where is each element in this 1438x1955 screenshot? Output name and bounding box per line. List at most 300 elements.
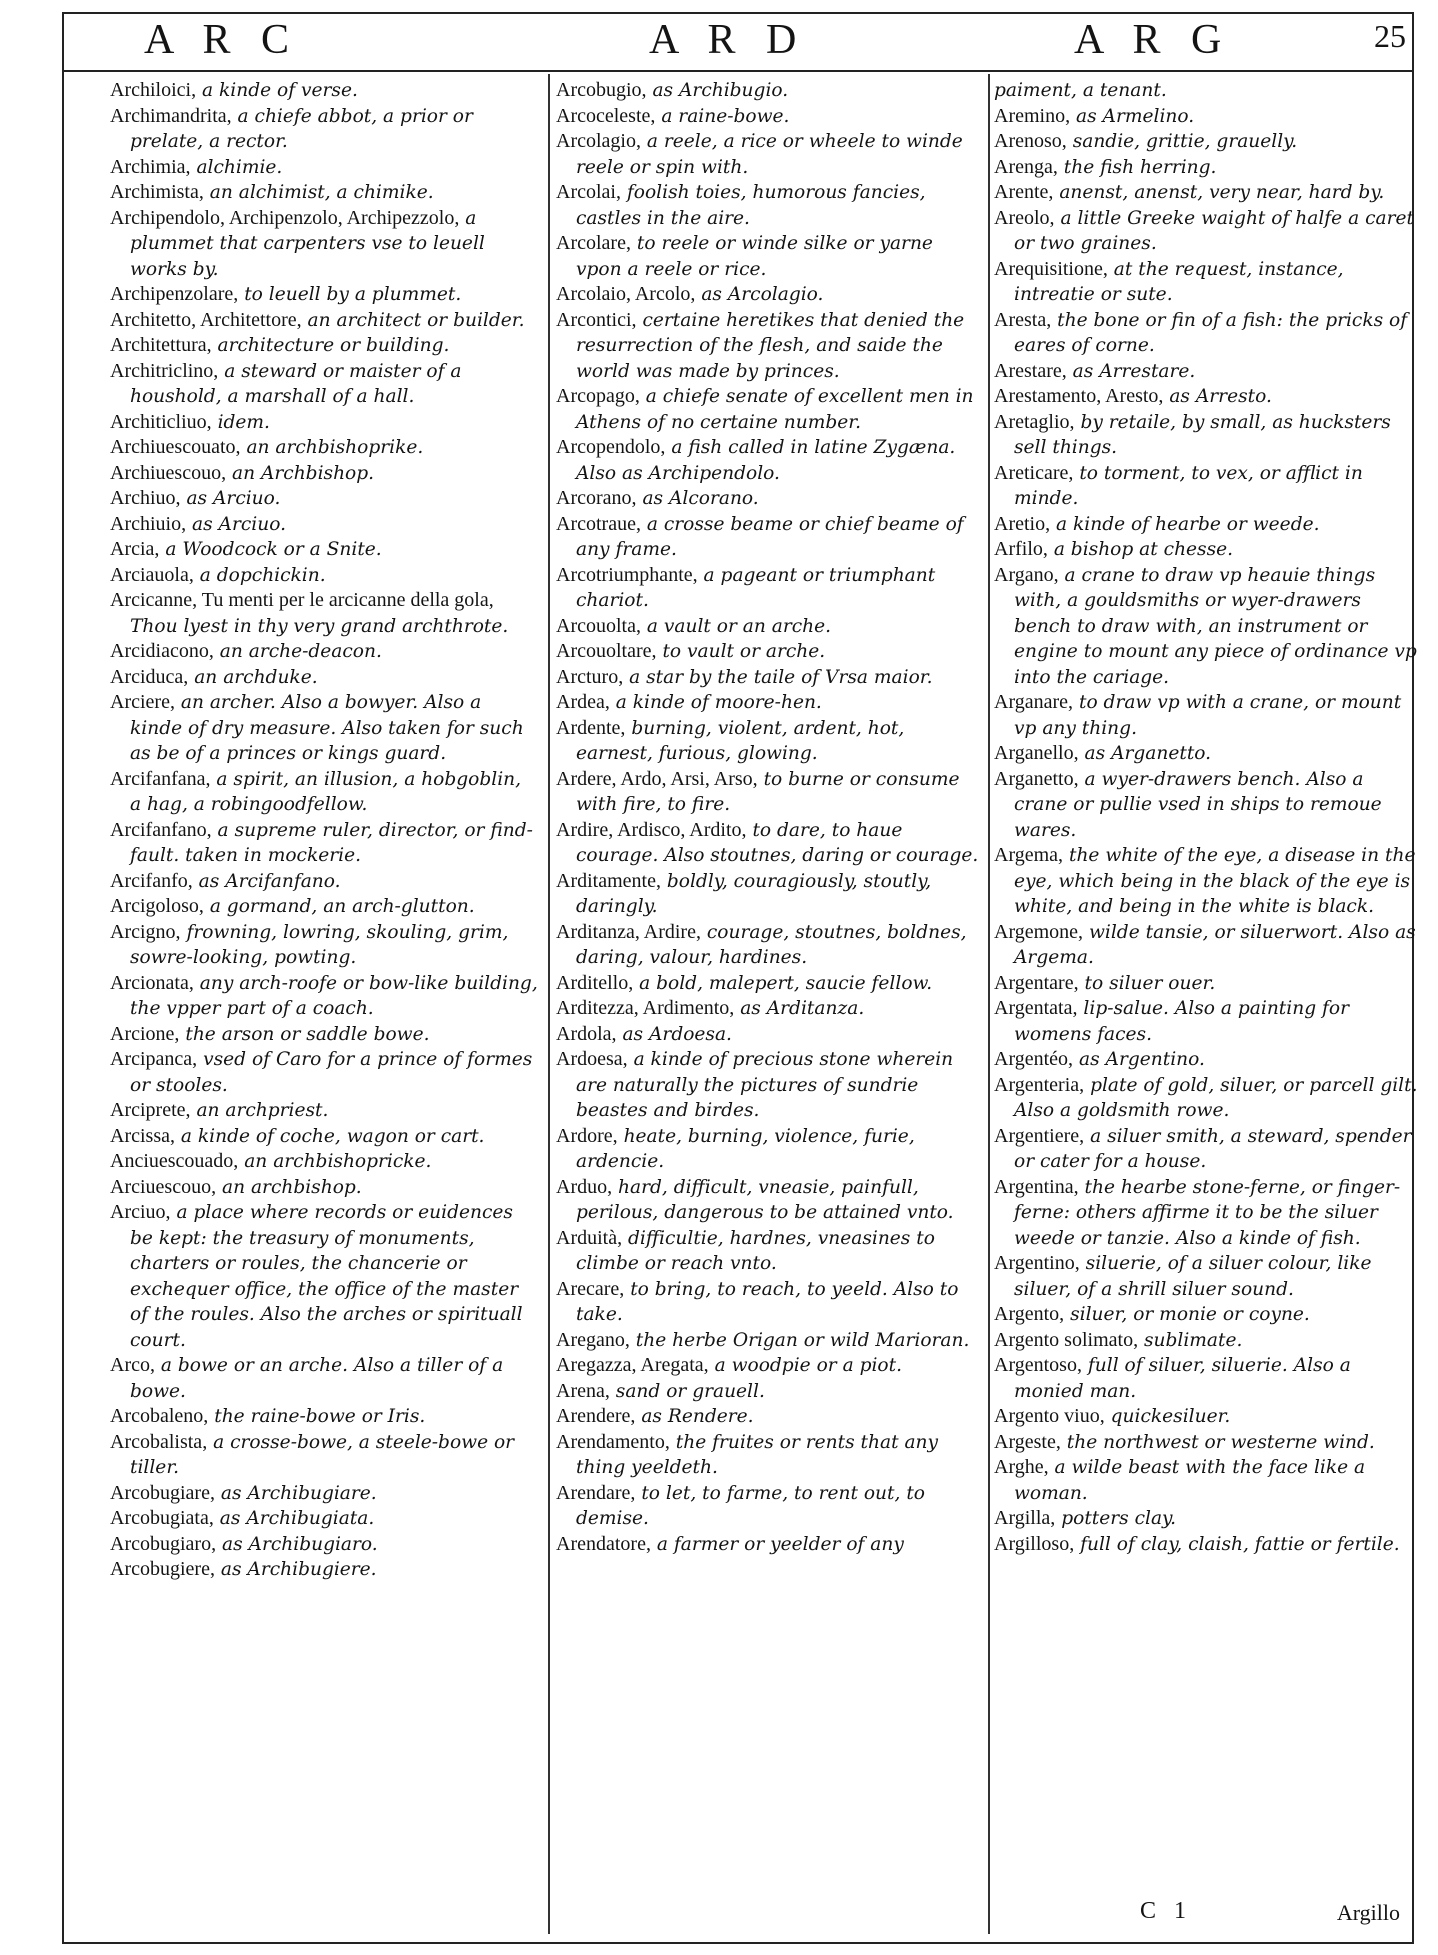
headword: Arditello, (556, 971, 634, 994)
dictionary-entry (556, 1047, 984, 1124)
dictionary-entry (556, 486, 984, 512)
dictionary-entry (556, 384, 984, 435)
definition: by retaile, by small, as hucksters sell things. (1014, 411, 1391, 458)
definition: wilde tansie, or siluerwort. Also as Argema. (1014, 921, 1416, 968)
dictionary-entry (556, 1353, 984, 1379)
definition: an archpriest. (196, 1100, 329, 1121)
definition: full of clay, claish, fattie or fertile. (1080, 1533, 1400, 1555)
definition: hard, difficult, vneasie, painfull, perilous, dangerous to be attained vnto. (576, 1176, 954, 1223)
dictionary-entry (994, 410, 1422, 461)
headword: Arena, (556, 1379, 610, 1402)
definition: the fish herring. (1063, 156, 1217, 178)
headword: Argilla, (994, 1507, 1056, 1529)
definition: any arch-roofe or bow-like building, the vpper part of a coach. (130, 972, 538, 1019)
definition: to siluer ouer. (1084, 972, 1216, 994)
headword: Architriclino, (110, 359, 219, 382)
page-number: 25 (1374, 18, 1406, 54)
headword: Arcione, (110, 1022, 180, 1045)
definition: sublimate. (1143, 1329, 1243, 1351)
dictionary-entry (556, 180, 984, 231)
dictionary-entry (110, 1022, 538, 1048)
definition: a crosse-bowe, a steele-bowe or tiller. (130, 1431, 515, 1478)
dictionary-entry (110, 282, 538, 308)
definition: the white of the eye, a disease in the eye, which being in the black of the eye is white, and being in the white is black. (1014, 845, 1416, 917)
dictionary-entry (556, 1175, 984, 1226)
dictionary-entry (556, 690, 984, 716)
dictionary-entry (994, 1251, 1422, 1302)
headword: Arciuescouo, (110, 1175, 217, 1198)
definition: as Arrestare. (1072, 360, 1196, 382)
dictionary-entry (110, 537, 538, 563)
definition: a spirit, an illusion, a hobgoblin, a hag, a robingoodfellow. (130, 768, 522, 815)
dictionary-entry (994, 1532, 1422, 1558)
definition: Thou lyest in thy very grand archthrote. (130, 615, 509, 637)
definition: a chiefe senate of excellent men in Athens of no certaine number. (576, 386, 974, 433)
headword: Arcotriumphante, (556, 563, 698, 586)
dictionary-entry (556, 1022, 984, 1048)
dictionary-entry (994, 155, 1422, 181)
definition: a pageant or triumphant chariot. (576, 564, 936, 611)
headword: Archipenzolare, (110, 283, 239, 305)
headword: Arcipanca, (110, 1048, 198, 1070)
definition: a chiefe abbot, a prior or prelate, a rector. (130, 105, 473, 152)
definition: idem. (217, 411, 270, 433)
dictionary-entry (994, 1047, 1422, 1073)
dictionary-entry (994, 1353, 1422, 1404)
headword: Arduità, (556, 1226, 623, 1249)
dictionary-entry (994, 690, 1422, 741)
headword: Argentino, (994, 1252, 1080, 1274)
signature-mark: C 1 (1140, 1898, 1193, 1924)
headword: Architetto, Architettore, (110, 308, 302, 331)
definition: as Argentino. (1078, 1049, 1205, 1070)
dictionary-entry (994, 741, 1422, 767)
headword: Arequisitione, (994, 257, 1108, 280)
headword: Arghe, (994, 1456, 1049, 1478)
dictionary-entry (110, 308, 538, 334)
dictionary-entry (556, 563, 984, 614)
definition: a bowe or an arche. Also a tiller of a bowe. (130, 1355, 504, 1402)
headword: Arcigoloso, (110, 895, 204, 917)
dictionary-entry (994, 920, 1422, 971)
headword: Arcolare, (556, 232, 631, 254)
dictionary-entry (110, 894, 538, 920)
dictionary-entry (110, 665, 538, 691)
headword: Arcturo, (556, 665, 624, 688)
dictionary-entry (110, 1481, 538, 1507)
dictionary-entry (110, 588, 538, 639)
column-2 (556, 78, 984, 1928)
dictionary-entry (110, 1557, 538, 1583)
definition: a wilde beast with the face like a woman. (1014, 1457, 1366, 1504)
dictionary-entry (556, 665, 984, 691)
headword: Arditanza, Ardire, (556, 920, 701, 943)
dictionary-entry (110, 767, 538, 818)
dictionary-entry (110, 78, 538, 104)
headword: Archiuescouato, (110, 436, 241, 458)
dictionary-entry (556, 996, 984, 1022)
definition: alchimie. (196, 156, 283, 178)
headword: Arenga, (994, 155, 1058, 178)
dictionary-entry (556, 1532, 984, 1558)
dictionary-entry (556, 1379, 984, 1405)
dictionary-entry (994, 359, 1422, 385)
headword: Ardoesa, (556, 1048, 628, 1070)
definition: an alchimist, a chimike. (209, 182, 434, 203)
headword: Arcobugiata, (110, 1507, 214, 1529)
dictionary-entry (110, 971, 538, 1022)
headword: Ardire, Ardisco, Ardito, (556, 818, 747, 841)
dictionary-entry (994, 767, 1422, 844)
dictionary-entry (994, 1073, 1422, 1124)
definition: the bone or fin of a fish: the pricks of eares of corne. (1014, 309, 1408, 356)
definition: as Archibugiare. (220, 1482, 377, 1504)
headword: Argentéo, (994, 1048, 1074, 1070)
definition: the northwest or westerne wind. (1066, 1431, 1375, 1453)
dictionary-entry (110, 563, 538, 589)
headword: Arestamento, Aresto, (994, 385, 1164, 407)
definition: a bold, malepert, saucie fellow. (639, 972, 933, 994)
definition: to vault or arche. (662, 641, 826, 662)
headword: Argentata, (994, 997, 1078, 1019)
dictionary-entry (110, 1047, 538, 1098)
definition: a place where records or euidences be kept: the treasury of monuments, charters or roules, the chancerie or exchequer office, the office of the master of the roules. Also the arches or spirituall court. (130, 1202, 523, 1351)
dictionary-entry (556, 1481, 984, 1532)
headword: Arcionata, (110, 971, 194, 994)
headword: Arco, (110, 1354, 155, 1376)
definition: a vault or an arche. (646, 615, 832, 637)
headword: Archiloici, (110, 79, 197, 101)
dictionary-entry (994, 461, 1422, 512)
headword: Argentina, (994, 1175, 1079, 1198)
dictionary-entry (556, 231, 984, 282)
dictionary-entry (556, 971, 984, 997)
definition: boldly, couragiously, stoutly, daringly. (576, 870, 932, 917)
headword: Arcifanfo, (110, 869, 193, 892)
definition: as Archibugiata. (219, 1508, 375, 1529)
headword: Archiuo, (110, 487, 181, 509)
headword: Arenoso, (994, 130, 1067, 152)
definition: quickesiluer. (1110, 1406, 1231, 1427)
definition: a bishop at chesse. (1053, 539, 1234, 560)
definition: an archbishopricke. (244, 1151, 432, 1172)
headword: Anciuescouado, (110, 1150, 239, 1172)
definition: to leuell by a plummet. (244, 284, 462, 305)
definition: a steward or maister of a houshold, a marshall of a hall. (130, 360, 462, 407)
page-footer (1122, 1898, 1412, 1934)
definition: a gormand, an arch-glutton. (209, 896, 475, 917)
dictionary-entry (994, 537, 1422, 563)
headword: Architicliuo, (110, 410, 212, 433)
headword: Arcolagio, (556, 130, 641, 152)
dictionary-entry (110, 1149, 538, 1175)
headword: Arganare, (994, 691, 1074, 713)
dictionary-entry (556, 614, 984, 640)
definition: a kinde of verse. (202, 80, 358, 101)
definition: full of siluer, siluerie. Also a monied man. (1014, 1355, 1351, 1402)
definition: burning, violent, ardent, hot, earnest, furious, glowing. (576, 717, 905, 764)
definition: to draw vp with a crane, or mount vp any thing. (1014, 692, 1402, 739)
headword: Arcobalista, (110, 1430, 208, 1453)
headword: Ardore, (556, 1124, 618, 1147)
dictionary-entry (110, 180, 538, 206)
catchword: Argillo (1336, 1900, 1400, 1925)
headword: Argento, (994, 1303, 1065, 1325)
dictionary-entry (556, 639, 984, 665)
headword: Argentoso, (994, 1354, 1082, 1376)
definition: an archer. Also a bowyer. Also a kinde of dry measure. Also taken for such as be of a princes or kings guard. (130, 692, 524, 764)
headword: Arganello, (994, 742, 1079, 764)
headword: Arendare, (556, 1481, 636, 1504)
header-center: A R D (649, 17, 807, 63)
dictionary-entry (994, 1455, 1422, 1506)
definition: the fruites or rents that any thing yeeldeth. (576, 1431, 939, 1478)
dictionary-entry (994, 996, 1422, 1047)
definition: heate, burning, violence, furie, ardencie. (576, 1125, 915, 1172)
headword: Arciere, (110, 691, 175, 713)
headword: Areticare, (994, 461, 1074, 484)
dictionary-entry (994, 257, 1422, 308)
headword: Aremino, (994, 104, 1071, 127)
headword: Arendatore, (556, 1532, 651, 1555)
dictionary-entry (110, 639, 538, 665)
headword: Arganetto, (994, 767, 1079, 790)
headword: Arcissa, (110, 1124, 175, 1147)
definition: as Alcorano. (642, 488, 759, 509)
column-3 (994, 78, 1422, 1928)
dictionary-entry (556, 920, 984, 971)
definition: a reele, a rice or wheele to winde reele or spin with. (576, 131, 963, 178)
header-left: A R C (144, 17, 300, 63)
definition: the herbe Origan or wild Marioran. (635, 1329, 970, 1351)
dictionary-entry (994, 1328, 1422, 1354)
headword: Aregano, (556, 1328, 630, 1351)
dictionary-entry (110, 333, 538, 359)
headword: Argeste, (994, 1430, 1061, 1453)
definition: siluer, or monie or coyne. (1070, 1304, 1310, 1325)
dictionary-entry (110, 359, 538, 410)
definition: an archbishoprike. (246, 437, 424, 458)
dictionary-entry (994, 180, 1422, 206)
headword: Arecare, (556, 1277, 625, 1300)
definition: a woodpie or a piot. (714, 1355, 902, 1376)
running-header (64, 14, 1412, 74)
headword: Arditamente, (556, 869, 661, 892)
headword: Ardere, Ardo, Arsi, Arso, (556, 767, 758, 790)
dictionary-entry (110, 1404, 538, 1430)
definition: a star by the taile of Vrsa maior. (629, 666, 933, 688)
definition: paiment, a tenant. (994, 80, 1167, 101)
definition: a supreme ruler, director, or find-fault. taken in mockerie. (130, 819, 533, 866)
definition: the raine-bowe or Iris. (214, 1406, 426, 1427)
headword: Arciuo, (110, 1201, 171, 1223)
dictionary-entry (110, 461, 538, 487)
definition: to torment, to vex, or afflict in minde. (1014, 462, 1363, 509)
definition: at the request, instance, intreatie or sute. (1014, 258, 1344, 305)
headword: Archiuio, (110, 512, 187, 535)
definition: as Arresto. (1169, 386, 1272, 407)
dictionary-entry (110, 1532, 538, 1558)
dictionary-entry (556, 716, 984, 767)
dictionary-entry (110, 690, 538, 767)
definition: a wyer-drawers bench. Also a crane or pullie vsed in ships to remoue wares. (1014, 768, 1382, 841)
definition: as Arganetto. (1084, 743, 1212, 764)
definition: as Arciuo. (192, 513, 286, 535)
dictionary-entry (994, 1506, 1422, 1532)
definition: plate of gold, siluer, or parcell gilt. Also a goldsmith rowe. (1014, 1074, 1418, 1121)
dictionary-entry (556, 78, 984, 104)
dictionary-entry (994, 512, 1422, 538)
headword: Arcopendolo, (556, 436, 666, 458)
definition: an arche-deacon. (219, 641, 382, 662)
definition: vsed of Caro for a prince of formes or stooles. (130, 1049, 533, 1096)
dictionary-entry (556, 1277, 984, 1328)
column-rule-2 (988, 74, 990, 1934)
definition: a kinde of coche, wagon or cart. (180, 1125, 485, 1147)
dictionary-entry (110, 104, 538, 155)
headword: Arcigno, (110, 920, 181, 943)
definition: foolish toies, humorous fancies, castles in the aire. (576, 182, 926, 229)
definition: an Archbishop. (232, 462, 375, 484)
header-rule (64, 70, 1412, 72)
dictionary-entry (994, 1175, 1422, 1252)
headword: Arcobugiere, (110, 1558, 215, 1580)
headword: Arendere, (556, 1405, 636, 1427)
dictionary-entry (110, 206, 538, 283)
headword: Arcia, (110, 538, 160, 560)
column-1 (110, 78, 538, 1928)
headword: Argano, (994, 563, 1059, 586)
headword: Arcifanfano, (110, 818, 212, 841)
column-rule-1 (548, 74, 550, 1934)
dictionary-entry (110, 410, 538, 436)
definition: as Arditanza. (740, 998, 865, 1019)
definition: potters clay. (1061, 1508, 1176, 1529)
dictionary-entry (994, 384, 1422, 410)
dictionary-entry (556, 869, 984, 920)
dictionary-entry (556, 1124, 984, 1175)
dictionary-entry (110, 155, 538, 181)
headword: Arcontici, (556, 308, 637, 331)
definition: as Ardoesa. (622, 1023, 732, 1045)
dictionary-entry (556, 129, 984, 180)
headword: Arfilo, (994, 538, 1048, 560)
definition: a kinde of moore-hen. (615, 692, 822, 713)
dictionary-entry (110, 1175, 538, 1201)
headword: Ardola, (556, 1022, 617, 1045)
headword: Architettura, (110, 334, 212, 356)
definition: frowning, lowring, skouling, grim, sowre-looking, powting. (130, 921, 509, 968)
headword: Argemone, (994, 920, 1084, 943)
headword: Arcobaleno, (110, 1405, 209, 1427)
headword: Arcouoltare, (556, 640, 657, 662)
headword: Aregazza, Aregata, (556, 1354, 709, 1376)
headword: Archimandrita, (110, 104, 232, 127)
dictionary-entry (110, 1200, 538, 1353)
dictionary-entry (994, 971, 1422, 997)
dictionary-entry (556, 767, 984, 818)
dictionary-entry (110, 1506, 538, 1532)
headword: Aretaglio, (994, 410, 1075, 433)
definition: courage, stoutnes, boldnes, daring, valour, hardines. (576, 921, 967, 968)
definition: a plummet that carpenters vse to leuell works by. (130, 207, 485, 280)
headword: Arciprete, (110, 1099, 191, 1121)
definition: as Arcolagio. (701, 284, 824, 305)
headword: Aresta, (994, 308, 1052, 331)
dictionary-entry (994, 78, 1422, 104)
headword: Arestare, (994, 359, 1067, 382)
headword: Archipendolo, Archipenzolo, Archipezzolo, (110, 206, 460, 229)
definition: a farmer or yeelder of any (656, 1533, 904, 1555)
headword: Arcouolta, (556, 614, 641, 637)
dictionary-entry (556, 512, 984, 563)
header-right: A R G (1074, 17, 1232, 63)
headword: Arcopago, (556, 385, 640, 407)
headword: Ardea, (556, 691, 610, 713)
headword: Arcobugiaro, (110, 1532, 217, 1555)
headword: Arcoceleste, (556, 104, 656, 127)
definition: as Archibugio. (652, 80, 789, 101)
headword: Arcolai, (556, 181, 621, 203)
headword: Arendamento, (556, 1430, 670, 1453)
dictionary-entry (556, 308, 984, 385)
dictionary-entry (110, 1124, 538, 1150)
headword: Argilloso, (994, 1532, 1075, 1555)
definition: as Rendere. (641, 1406, 754, 1427)
headword: Argento viuo, (994, 1405, 1105, 1427)
definition: a raine-bowe. (661, 105, 790, 127)
definition: a dopchickin. (199, 564, 326, 586)
dictionary-entry (110, 435, 538, 461)
definition: an archbishop. (222, 1176, 362, 1198)
headword: Aretio, (994, 512, 1051, 535)
definition: a fish called in latine Zygæna. Also as Archipendolo. (576, 437, 956, 484)
dictionary-entry (994, 104, 1422, 130)
definition: siluerie, of a siluer colour, like siluer, of a shrill siluer sound. (1014, 1253, 1372, 1300)
definition: a crane to draw vp heauie things with, a gouldsmiths or wyer-drawers bench to draw with, an instrument or engine to mount any piece of ordinance vp into the cariage. (1014, 564, 1417, 688)
headword: Arcobugiare, (110, 1481, 215, 1504)
definition: to reele or winde silke or yarne vpon a reele or rice. (576, 233, 933, 280)
definition: to burne or consume with fire, to fire. (576, 768, 960, 815)
headword: Archiuescouo, (110, 461, 227, 484)
definition: a crosse beame or chief beame of any frame. (576, 513, 964, 560)
dictionary-entry (994, 1430, 1422, 1456)
headword: Ardente, (556, 716, 626, 739)
definition: as Archibugiere. (220, 1559, 377, 1580)
dictionary-entry (110, 1430, 538, 1481)
definition: certaine heretikes that denied the resurrection of the flesh, and saide the world was made by princes. (576, 309, 965, 382)
dictionary-entry (994, 1404, 1422, 1430)
definition: to let, to farme, to rent out, to demise. (576, 1482, 925, 1529)
headword: Arcorano, (556, 487, 637, 509)
definition: the hearbe stone-ferne, or finger-ferne: others affirme it to be the siluer weede or tanzie. Also a kinde of fish. (1014, 1176, 1401, 1249)
definition: a little Greeke waight of halfe a caret or two graines. (1014, 207, 1414, 254)
definition: to bring, to reach, to yeeld. Also to take. (576, 1278, 959, 1325)
dictionary-entry (110, 512, 538, 538)
dictionary-entry (556, 1226, 984, 1277)
headword: Areolo, (994, 206, 1055, 229)
headword: Archimia, (110, 155, 191, 178)
definition: architecture or building. (217, 335, 450, 356)
headword: Arditezza, Ardimento, (556, 997, 735, 1019)
dictionary-entry (994, 206, 1422, 257)
headword: Arcotraue, (556, 512, 641, 535)
definition: lip-salue. Also a painting for womens faces. (1014, 998, 1349, 1045)
headword: Arcobugio, (556, 79, 647, 101)
definition: an archduke. (194, 666, 318, 688)
definition: difficultie, hardnes, vneasines to climbe or reach vnto. (576, 1227, 935, 1274)
definition: a kinde of precious stone wherein are naturally the pictures of sundrie beastes and birdes. (576, 1049, 954, 1121)
